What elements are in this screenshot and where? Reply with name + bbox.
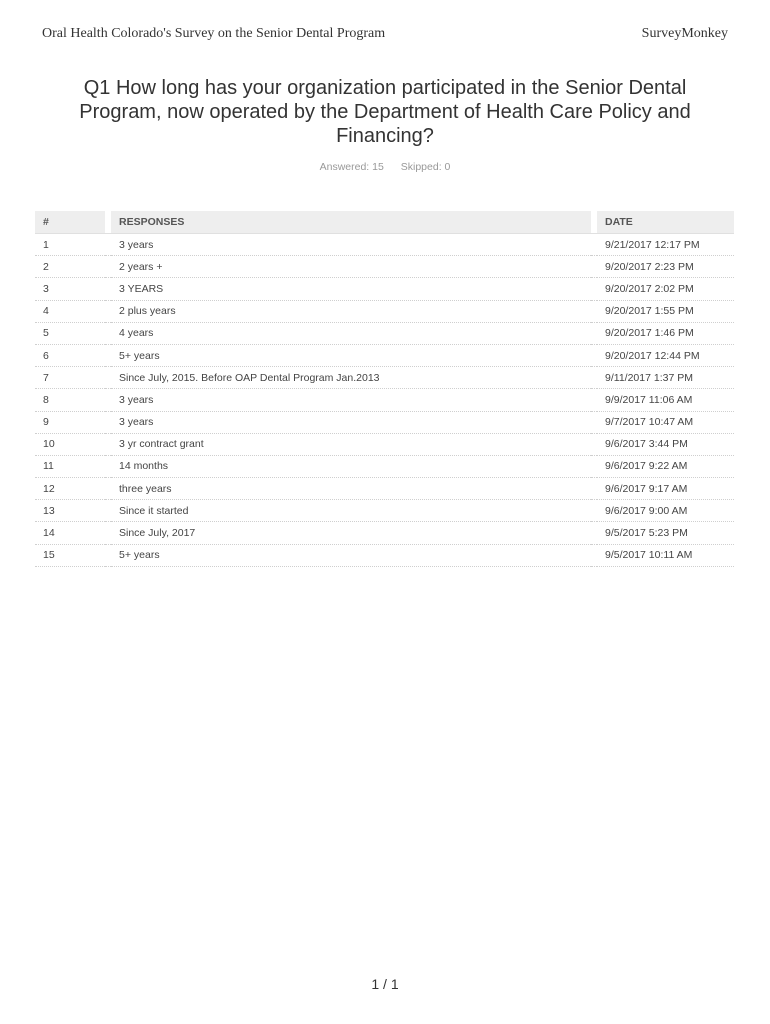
table-row [35,500,734,522]
row-number: 13 [35,500,105,522]
brand-name: SurveyMonkey [641,26,728,41]
row-number: 4 [35,300,105,322]
row-number: 8 [35,389,105,411]
response-text: 14 months [111,455,591,477]
response-date: 9/20/2017 1:55 PM [597,300,734,322]
survey-title: Oral Health Colorado's Survey on the Senior Dental Program [42,26,386,41]
response-text: 5+ years [111,344,591,366]
response-text: 2 years + [111,256,591,278]
response-date: 9/20/2017 1:46 PM [597,322,734,344]
row-number: 11 [35,455,105,477]
table-row [35,278,734,300]
column-header-date: DATE [597,211,734,234]
response-text: 2 plus years [111,300,591,322]
table-row [35,256,734,278]
row-number: 15 [35,544,105,566]
response-date: 9/9/2017 11:06 AM [597,389,734,411]
question-title: Q1 How long has your organization participated in the Senior Dental Program, now operated by the Department of Health Care Policy and Financing? [79,77,691,147]
table-row [35,411,734,433]
response-date: 9/11/2017 1:37 PM [597,367,734,389]
response-text: 3 yr contract grant [111,433,591,455]
response-text: three years [111,478,591,500]
response-text: Since July, 2015. Before OAP Dental Program Jan.2013 [111,367,591,389]
response-text: 4 years [111,322,591,344]
response-date: 9/5/2017 5:23 PM [597,522,734,544]
row-number: 10 [35,433,105,455]
answered-count: Answered: 15 [319,161,384,173]
table-row [35,522,734,544]
row-number: 14 [35,522,105,544]
response-text: 3 YEARS [111,278,591,300]
table-row [35,300,734,322]
table-row [35,455,734,477]
response-date: 9/20/2017 12:44 PM [597,344,734,366]
skipped-count: Skipped: 0 [400,161,451,173]
response-stats [0,161,770,173]
table-row [35,433,734,455]
response-date: 9/20/2017 2:23 PM [597,256,734,278]
response-text: 3 years [111,234,591,256]
row-number: 1 [35,234,105,256]
response-date: 9/6/2017 9:17 AM [597,478,734,500]
row-number: 5 [35,322,105,344]
response-text: 3 years [111,411,591,433]
response-text: 5+ years [111,544,591,566]
page-header [42,26,728,46]
response-date: 9/20/2017 2:02 PM [597,278,734,300]
row-number: 2 [35,256,105,278]
table-row [35,234,734,256]
response-date: 9/5/2017 10:11 AM [597,544,734,566]
response-date: 9/7/2017 10:47 AM [597,411,734,433]
column-header-responses: RESPONSES [111,211,591,234]
page-number: 1 / 1 [371,976,399,992]
row-number: 7 [35,367,105,389]
responses-table [35,211,734,567]
response-date: 9/6/2017 3:44 PM [597,433,734,455]
row-number: 12 [35,478,105,500]
row-number: 9 [35,411,105,433]
column-header-number: # [35,211,105,234]
table-row [35,344,734,366]
response-text: Since July, 2017 [111,522,591,544]
table-row [35,389,734,411]
response-text: 3 years [111,389,591,411]
response-date: 9/6/2017 9:00 AM [597,500,734,522]
response-date: 9/6/2017 9:22 AM [597,455,734,477]
response-date: 9/21/2017 12:17 PM [597,234,734,256]
table-body [35,234,734,567]
table-row [35,544,734,566]
table-row [35,367,734,389]
table-row [35,322,734,344]
table-header-row [35,211,734,234]
row-number: 3 [35,278,105,300]
table-row [35,478,734,500]
response-text: Since it started [111,500,591,522]
row-number: 6 [35,344,105,366]
